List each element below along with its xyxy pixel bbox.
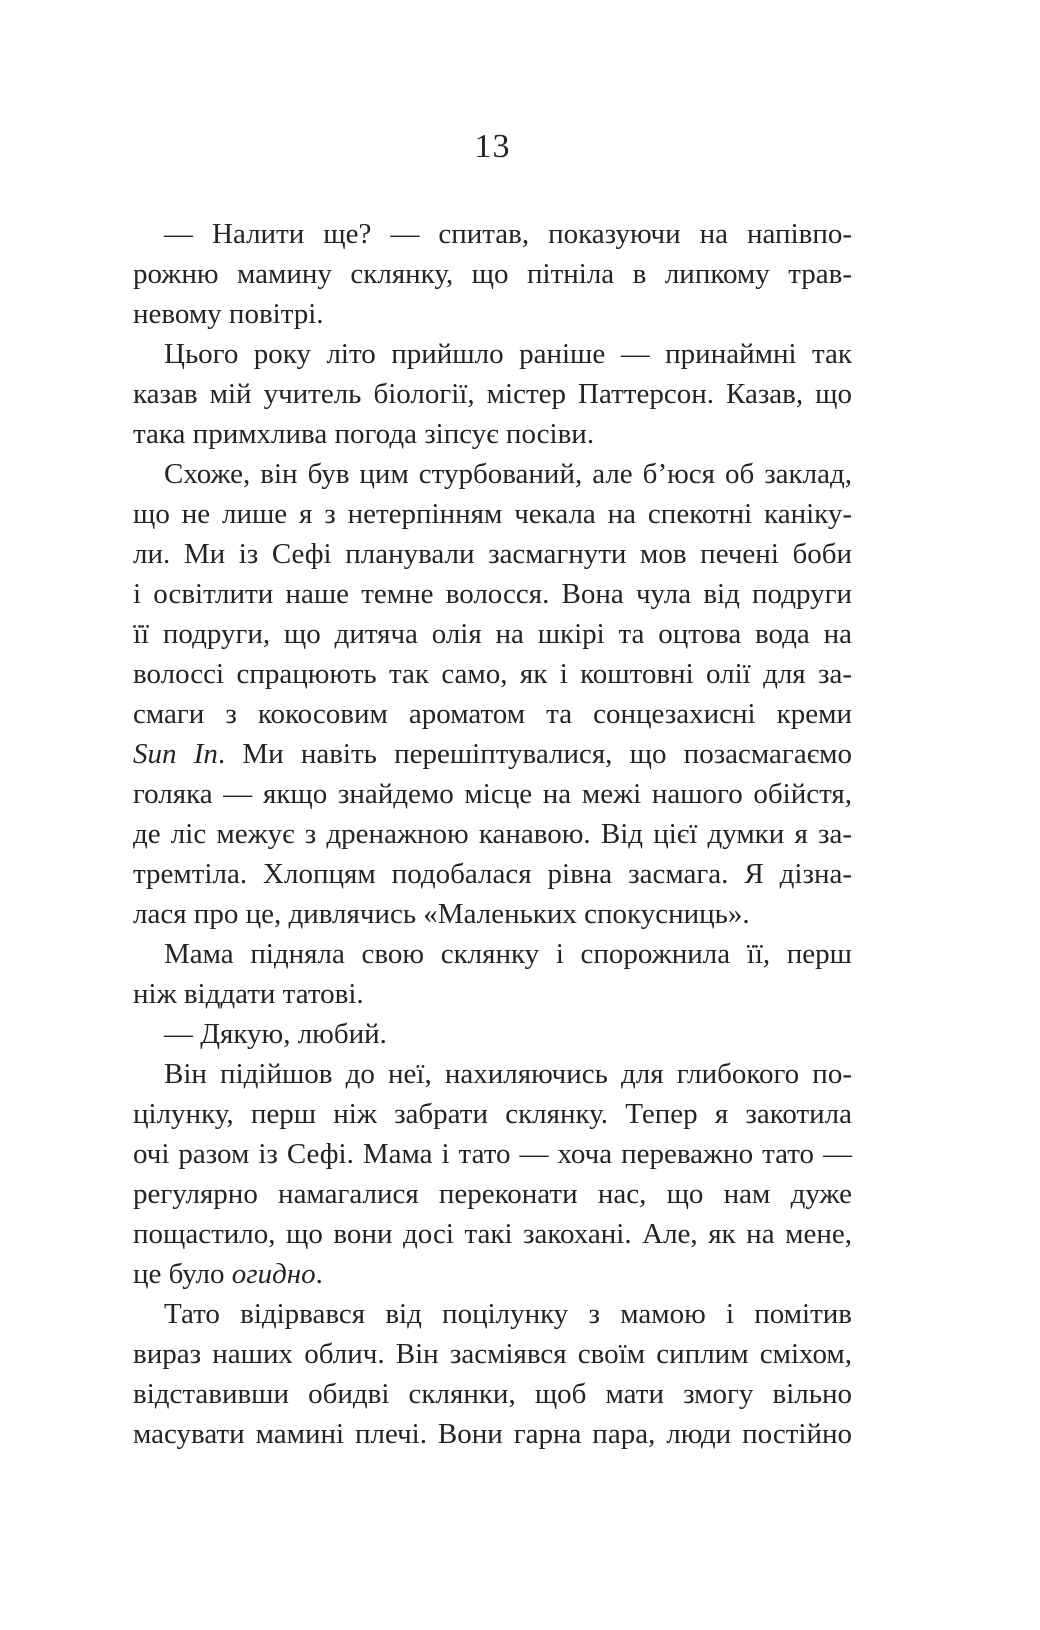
text-line <box>133 974 852 1014</box>
line-text: волоссі спрацюють так само, як і коштовні олії для за- <box>133 658 852 690</box>
line-text: рожню мамину склянку, що пітніла в липкому трав- <box>133 258 852 290</box>
text-line <box>133 294 852 334</box>
line-text: де ліс межує з дренажною канавою. Від цієї думки я за- <box>133 818 852 850</box>
line-text: невому повітрі. <box>133 298 324 330</box>
paragraph-4 <box>133 934 852 1014</box>
text-line <box>133 894 852 934</box>
line-text: її подруги, що дитяча олія на шкірі та оцтова вода на <box>133 618 852 650</box>
text-line <box>133 1134 852 1174</box>
line-text: цілунку, перш ніж забрати склянку. Тепер я закотила <box>133 1098 852 1130</box>
text-line <box>133 1174 852 1214</box>
line-text: вираз наших облич. Він засміявся своїм сиплим сміхом, <box>133 1338 852 1370</box>
paragraph-6 <box>133 1054 852 1294</box>
line-text: очі разом із Сефі. Мама і тато — хоча переважно тато — <box>133 1138 852 1170</box>
text-line <box>133 694 852 734</box>
text-line <box>133 1014 852 1054</box>
text-line <box>133 254 852 294</box>
line-text-italic: огидно <box>231 1258 316 1290</box>
paragraph-3 <box>133 454 852 934</box>
paragraph-5 <box>133 1014 852 1054</box>
line-text: пощастило, що вони досі такі закохані. Але, як на мене, <box>133 1218 852 1250</box>
page-number: 13 <box>474 128 511 165</box>
line-text: . <box>315 1258 323 1290</box>
text-line <box>133 454 852 494</box>
paragraph-2 <box>133 334 852 454</box>
line-text: — Налити ще? — спитав, показуючи на напівпо- <box>164 218 852 250</box>
line-text: смаги з кокосовим ароматом та сонцезахисні креми <box>133 698 852 730</box>
text-line <box>133 854 852 894</box>
line-text: Цього року літо прийшло раніше — принаймні так <box>164 338 852 370</box>
text-line <box>133 1414 852 1454</box>
line-text: лася про це, дивлячись «Маленьких спокусниць». <box>133 898 750 930</box>
line-text: що не лише я з нетерпінням чекала на спекотні каніку- <box>133 498 852 530</box>
text-line <box>133 214 852 254</box>
text-line <box>133 654 852 694</box>
line-text: ли. Ми із Сефі планували засмагнути мов печені боби <box>133 538 852 570</box>
line-text: ніж віддати татові. <box>133 978 364 1010</box>
line-text: і освітлити наше темне волосся. Вона чула від подруги <box>133 578 852 610</box>
line-text: Схоже, він був цим стурбований, але б’юся об заклад, <box>164 458 852 490</box>
line-text: Мама підняла свою склянку і спорожнила її, перш <box>164 938 852 970</box>
text-line <box>133 494 852 534</box>
line-text: казав мій учитель біології, містер Паттерсон. Казав, що <box>133 378 852 410</box>
line-text: тремтіла. Хлопцям подобалася рівна засмага. Я дізна- <box>133 858 852 890</box>
text-line <box>133 534 852 574</box>
text-line <box>133 734 852 774</box>
text-line <box>133 1294 852 1334</box>
text-line <box>133 774 852 814</box>
text-line <box>133 1094 852 1134</box>
line-text: — Дякую, любий. <box>164 1018 387 1050</box>
text-line <box>133 934 852 974</box>
text-line <box>133 1214 852 1254</box>
line-text: масувати мамині плечі. Вони гарна пара, люди постійно <box>133 1418 852 1450</box>
text-line <box>133 414 852 454</box>
text-line <box>133 334 852 374</box>
line-text: Він підійшов до неї, нахиляючись для глибокого по- <box>164 1058 852 1090</box>
line-text: це було <box>133 1258 232 1290</box>
paragraph-7 <box>133 1294 852 1454</box>
line-text: регулярно намагалися переконати нас, що нам дуже <box>133 1178 852 1210</box>
line-text: Тато відірвався від поцілунку з мамою і помітив <box>164 1298 852 1330</box>
text-line <box>133 1254 852 1294</box>
text-block <box>133 214 852 1454</box>
text-line <box>133 1334 852 1374</box>
line-text: відставивши обидві склянки, щоб мати змогу вільно <box>133 1378 852 1410</box>
line-text: . Ми навіть перешіптувалися, що позасмагаємо <box>217 738 852 770</box>
text-line <box>133 1054 852 1094</box>
text-line <box>133 1374 852 1414</box>
text-line <box>133 574 852 614</box>
text-line <box>133 814 852 854</box>
paragraph-1 <box>133 214 852 334</box>
text-line <box>133 614 852 654</box>
line-text-italic: Sun In <box>133 738 218 770</box>
line-text: така примхлива погода зіпсує посіви. <box>133 418 595 450</box>
text-line <box>133 374 852 414</box>
line-text: голяка — якщо знайдемо місце на межі нашого обійстя, <box>133 778 852 810</box>
